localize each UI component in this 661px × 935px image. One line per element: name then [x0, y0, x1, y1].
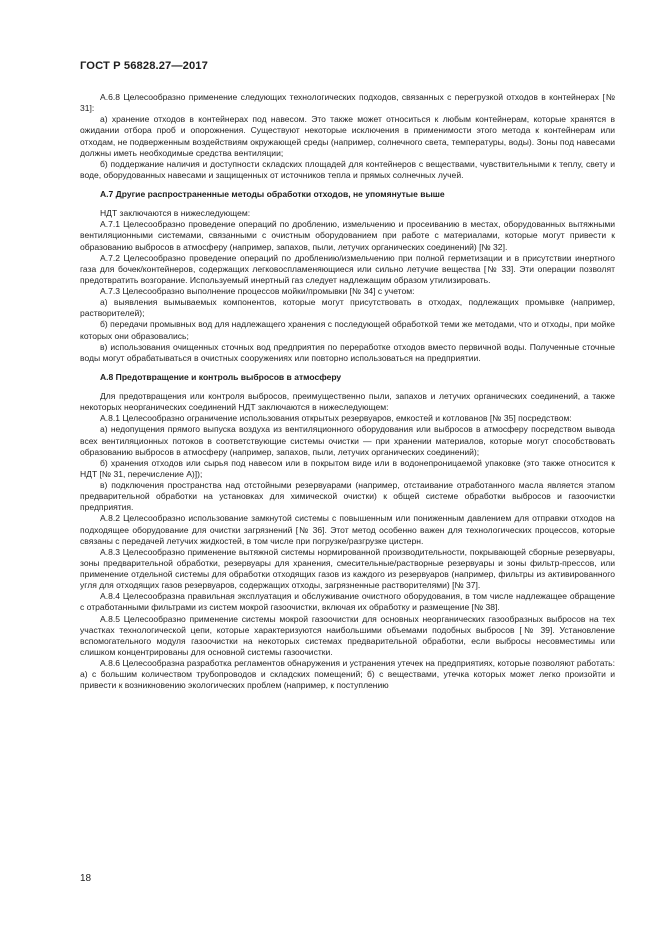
paragraph: б) поддержание наличия и доступности складских площадей для контейнеров с веществами, чувствительными к теплу, свету и воде, оборудованных навесами и защищенных от источников тепла и прямых солнечных лучей.: [80, 158, 615, 180]
paragraph: в) использования очищенных сточных вод предприятия по переработке отходов вместо первичной воды. Полученные сточные воды могут обрабатываться в очистных сооружениях или повторно использоваться на предприятии.: [80, 341, 615, 363]
document-body: [80, 92, 615, 691]
paragraph: а) выявления вымываемых компонентов, которые могут присутствовать в отходах, подлежащих промывке (например, растворителей);: [80, 297, 615, 319]
paragraph: А.8.2 Целесообразно использование замкнутой системы с повышенным или пониженным давлением для отправки отходов на подходящее оборудование для очистки загрязнений [№ 36]. Этот метод особенно важен для технологических процессов, которые связаны с передачей летучих жидкостей, в том числе при погрузке/разгрузке цистерн.: [80, 513, 615, 546]
paragraph: НДТ заключаются в нижеследующем:: [100, 208, 251, 219]
paragraph: б) передачи промывных вод для надлежащего хранения с последующей обработкой теми же методами, что и отходы, при мойке которых они образовались;: [80, 319, 615, 341]
paragraph: Для предотвращения или контроля выбросов, преимущественно пыли, запахов и летучих органических соединений, а также некоторых неорганических соединений НДТ заключаются в нижеследующем:: [80, 391, 615, 413]
document-header: ГОСТ Р 56828.27—2017: [80, 60, 208, 72]
paragraph: А.8.3 Целесообразно применение вытяжной системы нормированной производительности, покрывающей сборные резервуары, зоны предварительной обработки, резервуары для хранения, смесительные/растворные резервуары и зоны фильтр-прессов, или применение отдельной системы для обработки отходящих газов из каждого из резервуаров (например, фильтры из активированного угля для отходящих газов резервуаров, содержащих отходы, загрязненные растворителями) [№ 37].: [80, 546, 615, 591]
paragraph: А.7.2 Целесообразно проведение операций по дроблению/измельчению при полной герметизации и в присутствии инертного газа для бочек/контейнеров, содержащих легковоспламеняющиеся или сильно летучие вещества [№ 33]. Эти операции позволят предотвратить возгорание. Используемый инертный газ следует надлежащим образом утилизировать.: [80, 252, 615, 285]
paragraph: б) хранения отходов или сырья под навесом или в покрытом виде или в водонепроницаемой упаковке (это также относится к НДТ [№ 31, перечисление А)]);: [80, 457, 615, 479]
paragraph: А.6.8 Целесообразно применение следующих технологических подходов, связанных с перегрузкой отходов в контейнерах [№ 31]:: [80, 92, 615, 114]
section-heading: А.8 Предотвращение и контроль выбросов в атмосферу: [100, 371, 342, 382]
paragraph: А.8.5 Целесообразно применение системы мокрой газоочистки для основных неорганических газообразных выбросов на тех участках технологической цепи, которые характеризуются наибольшими объемами подобных выбросов [№ 39]. Установление вспомогательного модуля газоочистки на некоторых системах предварительной обработки, если выбросы несовместимы или слишком концентрированы для основной системы газоочистки.: [80, 613, 615, 657]
paragraph: а) хранение отходов в контейнерах под навесом. Это также может относиться к любым контейнерам, которые хранятся в ожидании отбора проб и опорожнения. Существуют некоторые исключения в применимости этого метода к контейнерам или отходам, не подверженным воздействиям окружающей среды (например, солнечного света, температуры, воды). Зоны под навесами должны иметь необходимые средства вентиляции;: [80, 114, 615, 158]
paragraph: А.7.1 Целесообразно проведение операций по дроблению, измельчению и просеиванию в местах, оборудованных вытяжными вентиляционными системами, связанными с очистным оборудованием при работе с материалами, которые могут привести к образованию выбросов в атмосферу (например, запахов, пыли, летучих органических соединений) [№ 32].: [80, 219, 615, 252]
section-heading: А.7 Другие распространенные методы обработки отходов, не упомянутые выше: [100, 189, 445, 199]
paragraph: А.8.6 Целесообразна разработка регламентов обнаружения и устранения утечек на предприятиях, которые позволяют работать: а) с большим количеством трубопроводов и складских помещений; б) с веществами, утечка которых может легко произойти и привести к возникновению экологических проблем (например, к поступлению: [80, 658, 615, 691]
paragraph: А.8.1 Целесообразно ограничение использования открытых резервуаров, емкостей и котлованов [№ 35] посредством:: [100, 413, 572, 424]
page-number: 18: [80, 873, 92, 884]
paragraph: а) недопущения прямого выпуска воздуха из вентиляционного оборудования или выбросов в атмосферу посредством вывода всех вентиляционных потоков в соответствующие системы очистки — при хранении материалов, которые могут способствовать образованию выбросов в атмосферу (например, запахов, пыли, летучих органических соединений);: [80, 424, 615, 457]
paragraph: в) подключения пространства над отстойными резервуарами (например, отстаивание отработанного масла является этапом предварительной обработки на установках для химической очистки) к общей системе обработки выбросов и газоочистки предприятия.: [80, 480, 615, 513]
paragraph: А.7.3 Целесообразно выполнение процессов мойки/промывки [№ 34] с учетом:: [100, 286, 415, 296]
paragraph: А.8.4 Целесообразна правильная эксплуатация и обслуживание очистного оборудования, в том числе надлежащее обращение с отработанными фильтрами из систем мокрой газоочистки, включая их обработку и размещение [№ 38].: [80, 591, 615, 613]
